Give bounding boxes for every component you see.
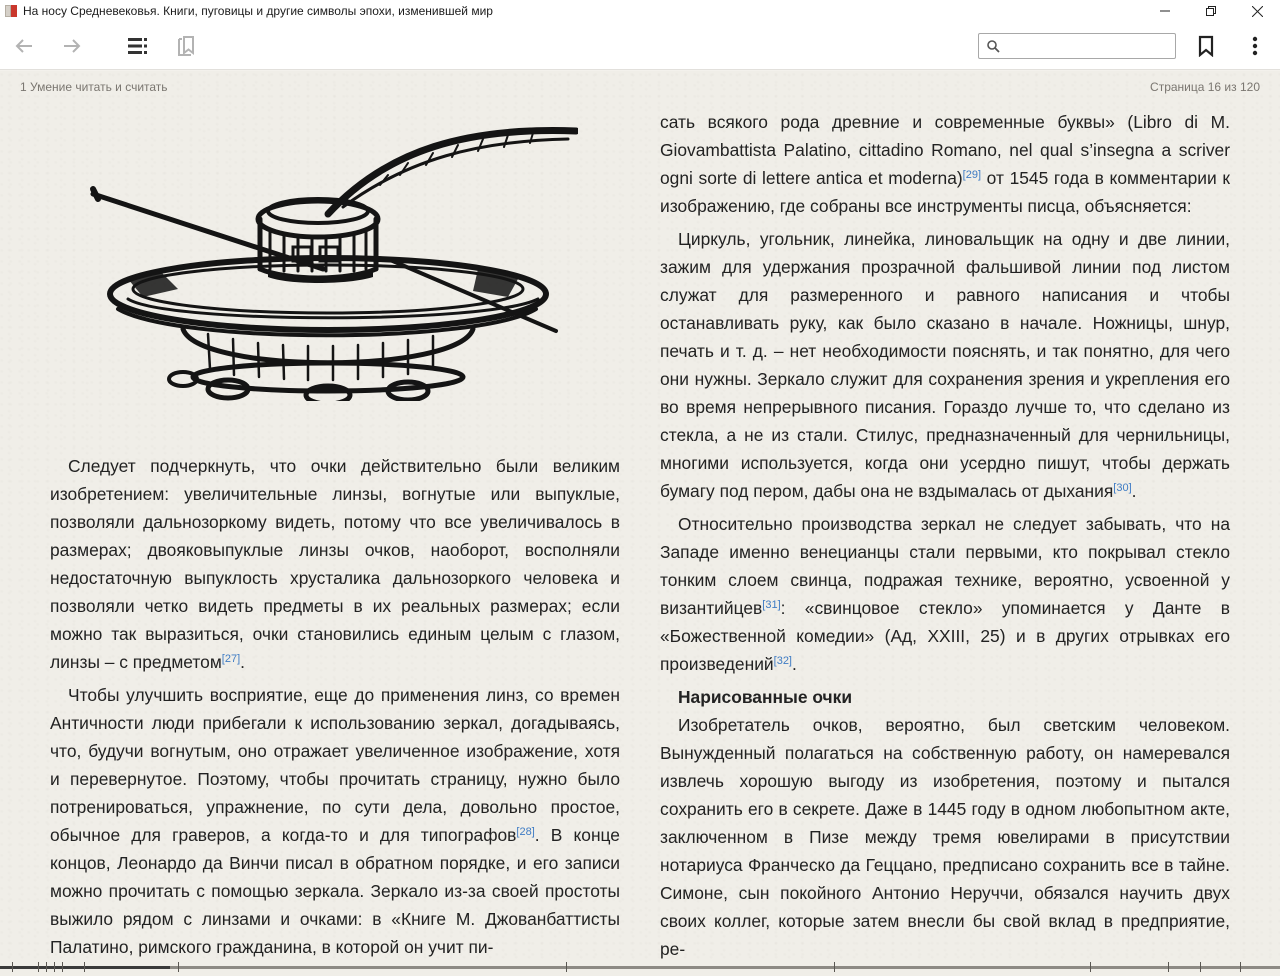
- chapter-marker[interactable]: [1240, 962, 1241, 972]
- footnote-link[interactable]: [29]: [962, 169, 982, 181]
- menu-button[interactable]: [1241, 32, 1269, 60]
- minimize-button[interactable]: [1142, 0, 1188, 22]
- close-icon: [1252, 6, 1263, 17]
- close-button[interactable]: [1234, 0, 1280, 22]
- footnote-link[interactable]: [30]: [1113, 482, 1132, 494]
- window-title: На носу Средневековья. Книги, пуговицы и другие символы эпохи, изменившей мир: [23, 4, 493, 18]
- paragraph: Следует подчеркнуть, что очки действительно были великим изобретением: увеличительные линзы, вогнутые или выпуклые, позволяли дальнозоркому видеть, потому что все увеличивалось в размерах; двояковыпуклые линзы очков, наоборот, восполняли недостаточную выпуклость хрусталика дальнозоркого человека и позволяли четко видеть предметы в их реальных размерах; если можно так выразиться, очки становились единым целым с глазом, линзы – с предметом[27].: [50, 456, 620, 672]
- chapter-title: 1 Умение читать и считать: [20, 80, 168, 94]
- paragraph: Относительно производства зеркал не следует забывать, что на Западе именно венецианцы стали первыми, кто покрывал стекло тонким слоем свинца, подражая технике, вероятно, усвоенной у византийцев[31]: «свинцовое стекло» упоминается у Данте в «Божественной комедии» (Ад, XXIII, 25) и в других отрывках его произведений[32].: [660, 514, 1230, 674]
- inkwell-illustration: [88, 119, 578, 401]
- current-position-marker[interactable]: [84, 962, 85, 972]
- reading-progress-bar[interactable]: [0, 959, 1280, 976]
- chapter-marker[interactable]: [1090, 962, 1091, 972]
- chapter-marker[interactable]: [62, 962, 63, 972]
- chapter-marker[interactable]: [1200, 962, 1201, 972]
- search-icon: [987, 40, 1000, 53]
- table-of-contents-icon: [127, 36, 149, 56]
- chapter-marker[interactable]: [12, 962, 13, 972]
- bookmarks-list-button[interactable]: [172, 32, 200, 60]
- chapter-marker[interactable]: [1168, 962, 1169, 972]
- paragraph: Изобретатель очков, вероятно, был светским человеком. Вынужденный полагаться на собственную работу, он намеревался извлечь хорошую выгоду из изобретения, поэтому и пытался сохранить его в секрете. Даже в 1445 году в одном любопытном акте, заключенном в Пизе между тремя ювелирами в присутствии нотариуса Франческо да Геццано, предписано сохранить все в тайне. Симоне, сын покойного Антонио Неруччи, обязался научить двух своих коллег, которые затем внесли бы свой вклад в предприятие, ре-: [660, 715, 1230, 959]
- progress-fill: [0, 966, 170, 969]
- window-controls: [1142, 0, 1280, 22]
- paragraph: Чтобы улучшить восприятие, еще до применения линз, со времен Античности люди прибегали к использованию зеркал, догадываясь, что, будучи вогнутым, оно отражает увеличенное изображение, хотя и перевернутое. Поэтому, чтобы прочитать страницу, нужно было потренироваться, упражнение, по сути дела, довольно простое, обычное для граверов, а когда-то и для типографов[28]. В конце концов, Леонардо да Винчи писал в обратном порядке, и его записи можно прочитать с помощью зеркала. Зеркало из-за своей простоты выжило рядом с линзами и очками: в «Книге М. Джованбаттисты Палатино, римского гражданина, в которой он учит пи-: [50, 685, 620, 957]
- toolbar: [0, 22, 1280, 70]
- more-vertical-icon: [1252, 36, 1258, 56]
- restore-icon: [1206, 6, 1216, 16]
- bookmarks-list-icon: [176, 35, 196, 57]
- footnote-link[interactable]: [32]: [773, 655, 792, 667]
- minimize-icon: [1160, 6, 1170, 16]
- restore-button[interactable]: [1188, 0, 1234, 22]
- paragraph: сать всякого рода древние и современные буквы» (Libro di M. Giovambattista Palatino, cittadino Romano, nel qual s’insegna a scriver ogni sorte di lettere antica et moderna)[29] от 1545 года в комментарии к изображению, где собраны все инструменты писца, объясняется:: [660, 112, 1230, 216]
- chapter-marker[interactable]: [54, 962, 55, 972]
- left-page-column: [50, 452, 620, 961]
- progress-track: [0, 966, 1280, 969]
- footnote-link[interactable]: [28]: [516, 826, 535, 838]
- title-bar: [0, 0, 1280, 22]
- search-input[interactable]: [1005, 37, 1171, 55]
- back-button[interactable]: [10, 32, 38, 60]
- search-field[interactable]: [978, 33, 1176, 59]
- app-book-icon: [5, 4, 19, 18]
- arrow-right-icon: [62, 36, 82, 56]
- bookmark-icon: [1197, 35, 1215, 57]
- section-heading: Нарисованные очки: [678, 687, 853, 707]
- reader-view[interactable]: [0, 71, 1280, 959]
- forward-button[interactable]: [58, 32, 86, 60]
- chapter-marker[interactable]: [178, 962, 179, 972]
- arrow-left-icon: [14, 36, 34, 56]
- chapter-marker[interactable]: [566, 962, 567, 972]
- chapter-marker[interactable]: [834, 962, 835, 972]
- right-page-column: [660, 108, 1230, 963]
- paragraph: Циркуль, угольник, линейка, линовальщик на одну и две линии, зажим для удержания прозрачной фальшивой линии под листом служат для размеренного и равного написания и чтобы останавливать руку, как было сказано в начале. Ножницы, шнур, печать и т. д. – нет необходимости пояснять, и так понятно, для чего они нужны. Зеркало служит для сохранения зрения и укрепления его во время непрерывного писания. Гораздо лучше то, что сделано из стекла, а не из стали. Стилус, предназначенный для чернильницы, многими используется, когда они усердно пишут, чтобы держать бумагу под пером, дабы она не вздымалась от дыхания[30].: [660, 229, 1230, 501]
- footnote-link[interactable]: [31]: [762, 599, 781, 611]
- chapter-marker[interactable]: [46, 962, 47, 972]
- add-bookmark-button[interactable]: [1192, 32, 1220, 60]
- chapter-marker[interactable]: [38, 962, 39, 972]
- table-of-contents-button[interactable]: [124, 32, 152, 60]
- page-indicator: Страница 16 из 120: [1150, 80, 1260, 94]
- footnote-link[interactable]: [27]: [221, 653, 241, 665]
